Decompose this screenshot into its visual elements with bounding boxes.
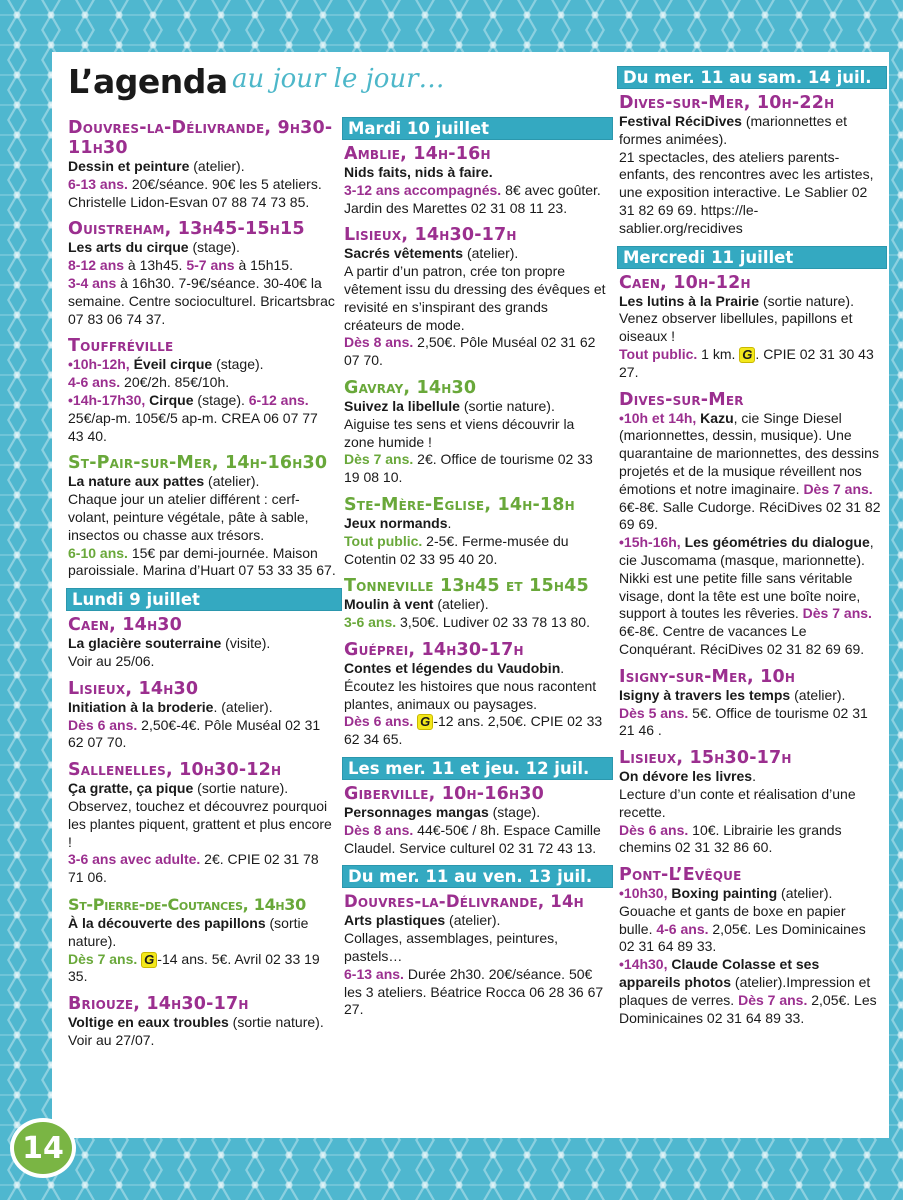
event-text: 3,50€. Ludiver 02 33 78 13 80. (396, 614, 590, 631)
event-title: Festival RéciDives (619, 113, 742, 129)
event-body (344, 398, 607, 487)
event-location: Gavray, 14h30 (344, 377, 477, 398)
free-under-icon: G (141, 952, 157, 968)
event-type: (sortie nature). (193, 780, 289, 797)
event-location: Amblie, 14h-16h (344, 144, 491, 164)
event-body (619, 410, 881, 659)
event-body (68, 356, 336, 445)
event-text: 6€-8€. Centre de vacances Le Conquérant. RéciDives 02 31 82 69 69. (619, 623, 865, 657)
event-title: Cirque (145, 391, 194, 408)
event-location: Ouistreham, 13h45-15h15 (68, 219, 305, 240)
event-body (68, 1014, 336, 1050)
event-touffreville (68, 336, 336, 445)
event-age: 6-13 ans. (344, 965, 404, 982)
event-title: Les géométries du dialogue (680, 534, 870, 551)
event-text: 2,50€. Pôle Muséal 02 31 62 07 70. (344, 334, 596, 369)
event-title: Kazu (696, 409, 734, 426)
event-text: , cie Juscomama (masque, marionnette). Nikki est une petite fille sans véritable visage, dont la tête est une boîte noire, support à toutes les rêveries. (619, 534, 874, 622)
event-type: . (atelier). (213, 698, 273, 715)
day-banner: Du mer. 11 au ven. 13 juil. (342, 865, 613, 888)
event-body (344, 912, 607, 1019)
event-age: Dès 8 ans. (344, 334, 414, 351)
event-location: Douvres-la-Délivrande, 14h (344, 892, 584, 912)
event-location: Lisieux, 14h30-17h (344, 225, 517, 246)
event-location: Isigny-sur-Mer, 10h (619, 666, 796, 687)
event-title: Moulin à vent (344, 596, 434, 613)
event-st-pierre (68, 895, 336, 986)
event-recidives-festival (619, 93, 881, 238)
event-type: (atelier). (790, 686, 846, 703)
event-age: Dès 8 ans. (344, 821, 414, 838)
event-st-pair (68, 453, 336, 580)
event-age: 4-6 ans. (656, 920, 709, 937)
page-number: 14 (14, 1122, 72, 1174)
event-text: Collages, assemblages, peintures, pastels… (344, 930, 559, 964)
event-location: Giberville, 10h-16h30 (344, 783, 545, 804)
event-age: 4-6 ans. (68, 374, 121, 391)
event-type: . (560, 659, 565, 676)
event-lisieux-vetements (344, 225, 607, 370)
event-pont-leveque (619, 865, 881, 1027)
day-banner: Les mer. 11 et jeu. 12 juil. (342, 757, 613, 780)
event-text: , cie Singe Diesel (marionnettes, dessin, musique). Une quarantaine de marionnettes, des dessins projetés et de la musique réveillent nos émotions et notre imaginaire. (619, 409, 879, 497)
event-amblie (344, 144, 607, 217)
event-location: Dives-sur-Mer, 10h-22h (619, 93, 835, 113)
event-age: 6-12 ans. (248, 391, 309, 408)
event-tonneville (344, 576, 607, 632)
event-text: -12 ans. 2,50€. CPIE 02 33 62 34 65. (344, 713, 603, 748)
event-briouze (68, 994, 336, 1050)
event-text: . CPIE 02 31 30 43 27. (619, 345, 874, 380)
free-under-icon: G (417, 714, 433, 730)
event-title: Nids faits, nids à faire. (344, 164, 493, 180)
event-age: Dès 7 ans. (344, 451, 414, 468)
event-title: Les arts du cirque (68, 239, 189, 256)
event-text: 2,05€. Les Dominicaines 02 31 64 89 33. (619, 991, 877, 1026)
event-age: 6-13 ans. (68, 175, 128, 192)
event-lisieux-livres (619, 748, 881, 857)
event-text: Aiguise tes sens et viens découvrir la zone humide ! (344, 415, 575, 450)
column-2 (344, 117, 607, 1027)
event-body (619, 885, 881, 1027)
event-text: 15€ par demi-journée. Maison paroissiale. Marina d’Huart 07 53 33 35 67. (68, 544, 336, 579)
event-age: 3-4 ans (68, 274, 117, 291)
event-location: Caen, 10h-12h (619, 272, 751, 293)
event-location: Pont-L’Evêque (619, 865, 742, 886)
event-body (68, 158, 336, 211)
event-text: 2€. CPIE 02 31 78 71 06. (68, 851, 319, 886)
event-title: Claude Colasse et ses appareils photos (619, 956, 820, 991)
event-title: On dévore les livres (619, 768, 753, 785)
event-title: Sacrés vêtements (344, 245, 464, 262)
event-text: Écoutez les histoires que nous racontent plantes, animaux ou paysages. (344, 677, 597, 712)
event-type: (atelier). (204, 473, 260, 490)
event-text: 20€/séance. 90€ les 5 ateliers. Christelle Lidon-Esvan 07 88 74 73 85. (68, 175, 322, 210)
event-douvres-arts (344, 892, 607, 1019)
day-banner: Mardi 10 juillet (342, 117, 613, 140)
event-text: Chaque jour un atelier différent : cerf-volant, peinture végétale, pâte à sable, insectos ou chasse aux trésors. (68, 491, 309, 543)
event-type: (marionnettes et formes animées). (619, 113, 848, 147)
event-location: Caen, 14h30 (68, 615, 183, 636)
event-text: Impression et plaques de verres. (619, 974, 871, 1008)
event-body (68, 473, 336, 580)
event-text: à 15h15. (234, 257, 293, 274)
event-type: (atelier). (445, 912, 501, 929)
event-age: Dès 7 ans. (68, 950, 138, 967)
event-isigny (619, 667, 881, 740)
event-type: (stage). (488, 803, 541, 820)
event-location: Ste-Mère-Eglise, 14h-18h (344, 494, 575, 515)
event-text: 6€-8€. Salle Cudorge. RéciDives 02 31 82 69 69. (619, 498, 881, 533)
title-subtitle: au jour le jour… (232, 64, 445, 94)
event-body (344, 164, 607, 217)
event-body (68, 239, 336, 328)
event-age: Dès 6 ans. (344, 713, 414, 730)
event-title: Dessin et peinture (68, 158, 190, 174)
event-title: La nature aux pattes (68, 473, 205, 490)
event-title: Suivez la libellule (344, 397, 460, 414)
event-type: (stage). (212, 356, 264, 373)
event-text: 8€ avec goûter. Jardin des Marettes 02 31 08 11 23. (344, 181, 601, 216)
event-sallenelles (68, 760, 336, 887)
event-text: 2-5€. Ferme-musée du Cotentin 02 33 95 40 20. (344, 532, 569, 567)
free-under-icon: G (739, 347, 755, 363)
event-title: Personnages mangas (344, 803, 489, 820)
event-title: La glacière souterraine (68, 635, 222, 652)
event-body (68, 699, 336, 752)
event-age: 6-10 ans. (68, 544, 128, 561)
event-age: Tout public. (344, 532, 423, 549)
event-title: À la découverte des papillons (68, 914, 266, 931)
event-text: Lecture d’un conte et réalisation d’une recette. (619, 785, 856, 820)
event-location: Dives-sur-Mer (619, 389, 744, 410)
event-age: Dès 7 ans. (738, 991, 808, 1008)
event-location: St-Pair-sur-Mer, 14h-16h30 (68, 453, 328, 474)
event-text: 20€/2h. 85€/10h. (120, 374, 230, 391)
event-text: 1 km. (697, 345, 740, 362)
event-text: Voir au 25/06. (68, 652, 155, 669)
event-type: . (447, 514, 452, 531)
event-type: (atelier). (433, 596, 489, 613)
event-body (68, 915, 336, 986)
event-age: 3-6 ans avec adulte. (68, 851, 201, 868)
event-text: Durée 2h30. 20€/séance. 50€ les 3 ateliers. Béatrice Rocca 06 28 36 67 27. (344, 965, 604, 1018)
event-location: Lisieux, 14h30 (68, 678, 199, 699)
event-text: 44€-50€ / 8h. Espace Camille Claudel. Service culturel 02 31 72 43 13. (344, 821, 601, 856)
event-body (619, 113, 881, 238)
event-lisieux-broderie (68, 679, 336, 752)
event-age: Dès 7 ans. (803, 480, 873, 497)
event-time: •10h et 14h, (619, 409, 697, 426)
event-title: Les lutins à la Prairie (619, 292, 760, 309)
event-age: Dès 6 ans. (619, 821, 689, 838)
event-age: Tout public. (619, 345, 698, 362)
event-age: 3-6 ans. (344, 614, 397, 631)
event-location: Guéprei, 14h30-17h (344, 639, 524, 660)
event-age: Dès 5 ans. (619, 704, 689, 721)
event-dives-kazu (619, 390, 881, 659)
day-banner: Lundi 9 juillet (66, 588, 342, 611)
event-title: Contes et légendes du Vaudobin (344, 659, 561, 676)
event-giberville (344, 784, 607, 857)
event-title: Boxing painting (667, 885, 778, 902)
day-banner: Du mer. 11 au sam. 14 juil. (617, 66, 887, 89)
event-type: . (752, 768, 756, 785)
event-gueprei (344, 640, 607, 749)
event-title: Éveil cirque (129, 356, 213, 373)
event-body (344, 660, 607, 749)
event-location: Lisieux, 15h30-17h (619, 748, 792, 769)
event-type: (sortie nature). (459, 397, 555, 414)
event-text: Venez observer libellules, papillons et oiseaux ! (619, 310, 853, 345)
event-text: -14 ans. 5€. Avril 02 33 19 35. (68, 950, 320, 985)
event-title: Voltige en eaux troubles (68, 1014, 229, 1031)
event-type: (atelier). (189, 158, 245, 174)
event-location: Sallenelles, 10h30-12h (68, 760, 282, 781)
event-location: Touffréville (68, 336, 174, 357)
event-age: Dès 7 ans. (802, 605, 872, 622)
event-type: (stage). (188, 239, 240, 256)
event-age: 8-12 ans (68, 257, 125, 274)
event-title: Jeux normands (344, 514, 448, 531)
event-text: 25€/ap-m. 105€/5 ap-m. CREA 06 07 77 43 40. (68, 409, 318, 444)
event-time: •14h30, (619, 956, 668, 973)
event-gavray (344, 378, 607, 487)
event-body (344, 596, 607, 632)
event-body (344, 515, 607, 568)
event-body (619, 293, 881, 382)
event-location: St-Pierre-de-Coutances, 14h30 (68, 894, 306, 914)
day-banner: Mercredi 11 juillet (617, 246, 887, 269)
page-title (68, 52, 445, 118)
event-age: Dès 6 ans. (68, 716, 138, 733)
event-body (619, 768, 881, 857)
agenda-page (52, 52, 889, 1138)
event-location: Briouze, 14h30-17h (68, 994, 249, 1015)
event-body (68, 780, 336, 887)
event-text: 2€. Office de tourisme 02 33 19 08 10. (344, 451, 593, 486)
event-age: 3-12 ans accompagnés. (344, 181, 502, 198)
event-douvres (68, 118, 336, 211)
event-type: (visite). (221, 635, 271, 652)
event-text: 2,50€-4€. Pôle Muséal 02 31 62 07 70. (68, 716, 321, 751)
event-age: 5-7 ans (186, 257, 235, 274)
event-body (68, 635, 336, 671)
event-text: à 16h30. 7-9€/séance. 30-40€ la semaine. Centre socioculturel. Bricartsbrac 07 83 06 74 37. (68, 274, 335, 327)
event-body (344, 245, 607, 370)
event-text: à 13h45. (124, 257, 187, 274)
event-title: Arts plastiques (344, 912, 446, 929)
event-type: (atelier). (731, 974, 787, 991)
event-caen-glaciere (68, 615, 336, 671)
event-body (344, 804, 607, 857)
event-text: 21 spectacles, des ateliers parents-enfants, des rencontres avec les artistes, une exposition interactive. Le Sablier 02 31 82 69 69. https://le-sablier.org/recidives (619, 148, 874, 236)
event-type: (stage). (193, 391, 249, 408)
event-time: •10h30, (619, 885, 668, 902)
event-time: •10h-12h, (68, 356, 130, 373)
event-title: Initiation à la broderie (68, 698, 214, 715)
event-text: Gouache et gants de boxe en papier bulle. (619, 902, 846, 937)
event-time: •15h-16h, (619, 534, 681, 551)
event-location: Douvres-la-Délivrande, 9h30-11h30 (68, 118, 333, 158)
event-text: 2,05€. Les Dominicaines 02 31 64 89 33. (619, 920, 866, 955)
event-text: Observez, touchez et découvrez pourquoi les plantes piquent, grattent et plus encore ! (68, 797, 332, 850)
event-type: (sortie nature). (759, 292, 854, 309)
event-location: Tonneville 13h45 et 15h45 (344, 576, 589, 597)
event-caen-lutins (619, 273, 881, 382)
event-body (619, 687, 881, 740)
event-type: (sortie nature). (68, 914, 309, 949)
event-type: (atelier). (777, 885, 833, 902)
event-type: (atelier). (463, 245, 519, 262)
event-title: Ça gratte, ça pique (68, 780, 194, 797)
event-title: Isigny à travers les temps (619, 686, 791, 703)
event-text: A partir d’un patron, crée ton propre vêtement issu du dressing des évêques et revisité en s’inspirant des grands créateurs de mode. (344, 263, 606, 333)
title-main: L’agenda (68, 62, 228, 101)
event-time: •14h-17h30, (68, 391, 146, 408)
event-ouistreham (68, 219, 336, 328)
event-ste-mere (344, 495, 607, 568)
event-text: 10€. Librairie les grands chemins 02 31 32 86 60. (619, 821, 842, 856)
event-type: (sortie nature). Voir au 27/07. (68, 1014, 324, 1048)
event-text: 5€. Office de tourisme 02 31 21 46 . (619, 704, 868, 739)
column-3 (619, 66, 881, 1035)
